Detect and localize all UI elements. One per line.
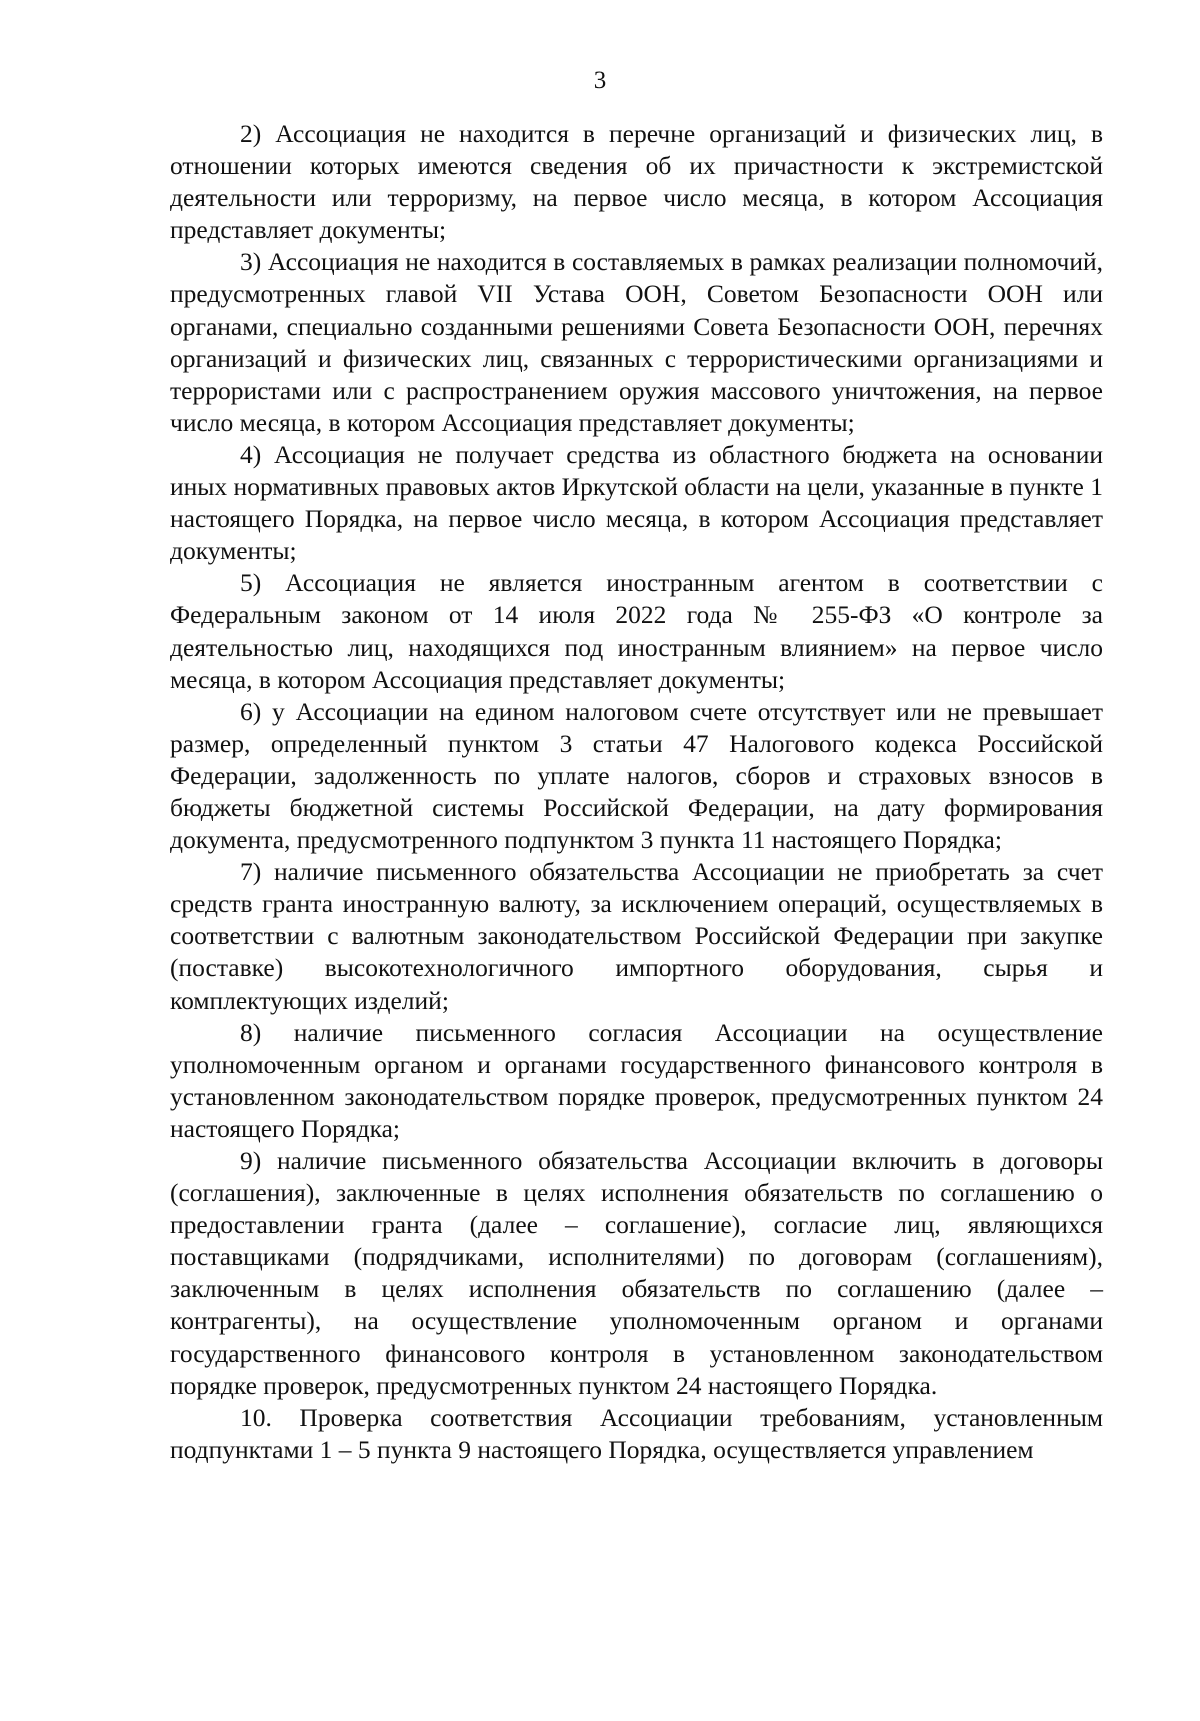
paragraph-item-2: 2) Ассоциация не находится в перечне организаций и физических лиц, в отношении которых имеются сведения об их причастности к экстремистской деятельности или терроризму, на первое число месяца, в котором Ассоциация представляет документы; — [170, 119, 1103, 245]
paragraph-item-6: 6) у Ассоциации на едином налоговом счете отсутствует или не превышает размер, определенный пунктом 3 статьи 47 Налогового кодекса Российской Федерации, задолженность по уплате налогов, сборов и страховых взносов в бюджеты бюджетной системы Российской Федерации, на дату формирования документа, предусмотренного подпунктом 3 пункта 11 настоящего Порядка; — [170, 696, 1103, 855]
paragraph-item-7: 7) наличие письменного обязательства Ассоциации не приобретать за счет средств гранта иностранную валюту, за исключением операций, осуществляемых в соответствии с валютным законодательством Российской Федерации при закупке (поставке) высокотехнологичного импортного оборудования, сырья и комплектующих изделий; — [170, 857, 1103, 1015]
paragraph-item-5: 5) Ассоциация не является иностранным агентом в соответствии с Федеральным законом от 14 июля 2022 года № 255-ФЗ «О контроле за деятельностью лиц, находящихся под иностранным влиянием» на первое число месяца, в котором Ассоциация представляет документы; — [170, 568, 1103, 694]
paragraph-point-10: 10. Проверка соответствия Ассоциации требованиям, установленным подпунктами 1 – 5 пункта 9 настоящего Порядка, осуществляется управлением — [170, 1402, 1103, 1464]
paragraph-item-4: 4) Ассоциация не получает средства из областного бюджета на основании иных нормативных правовых актов Иркутской области на цели, указанные в пункте 1 настоящего Порядка, на первое число месяца, в котором Ассоциация представляет документы; — [170, 439, 1103, 566]
paragraph-item-9: 9) наличие письменного обязательства Ассоциации включить в договоры (соглашения), заключенные в целях исполнения обязательств по соглашению о предоставлении гранта (далее – соглашение), согласие лиц, являющихся поставщиками (подрядчиками, исполнителями) по договорам (соглашениям), заключенным в целях исполнения обязательств по соглашению (далее – контрагенты), на осуществление уполномоченным органом и органами государственного финансового контроля в установленном законодательством порядке проверок, предусмотренных пунктом 24 настоящего Порядка. — [170, 1146, 1103, 1400]
document-body — [170, 118, 1103, 1466]
paragraph-item-8: 8) наличие письменного согласия Ассоциации на осуществление уполномоченным органом и органами государственного финансового контроля в установленном законодательством порядке проверок, предусмотренных пунктом 24 настоящего Порядка; — [170, 1017, 1103, 1143]
paragraph-item-3: 3) Ассоциация не находится в составляемых в рамках реализации полномочий, предусмотренных главой VII Устава ООН, Советом Безопасности ООН или органами, специально созданными решениями Совета Безопасности ООН, перечнях организаций и физических лиц, связанных с террористическими организациями и террористами или с распространением оружия массового уничтожения, на первое число месяца, в котором Ассоциация представляет документы; — [170, 247, 1103, 437]
page-number: 3 — [593, 67, 607, 94]
